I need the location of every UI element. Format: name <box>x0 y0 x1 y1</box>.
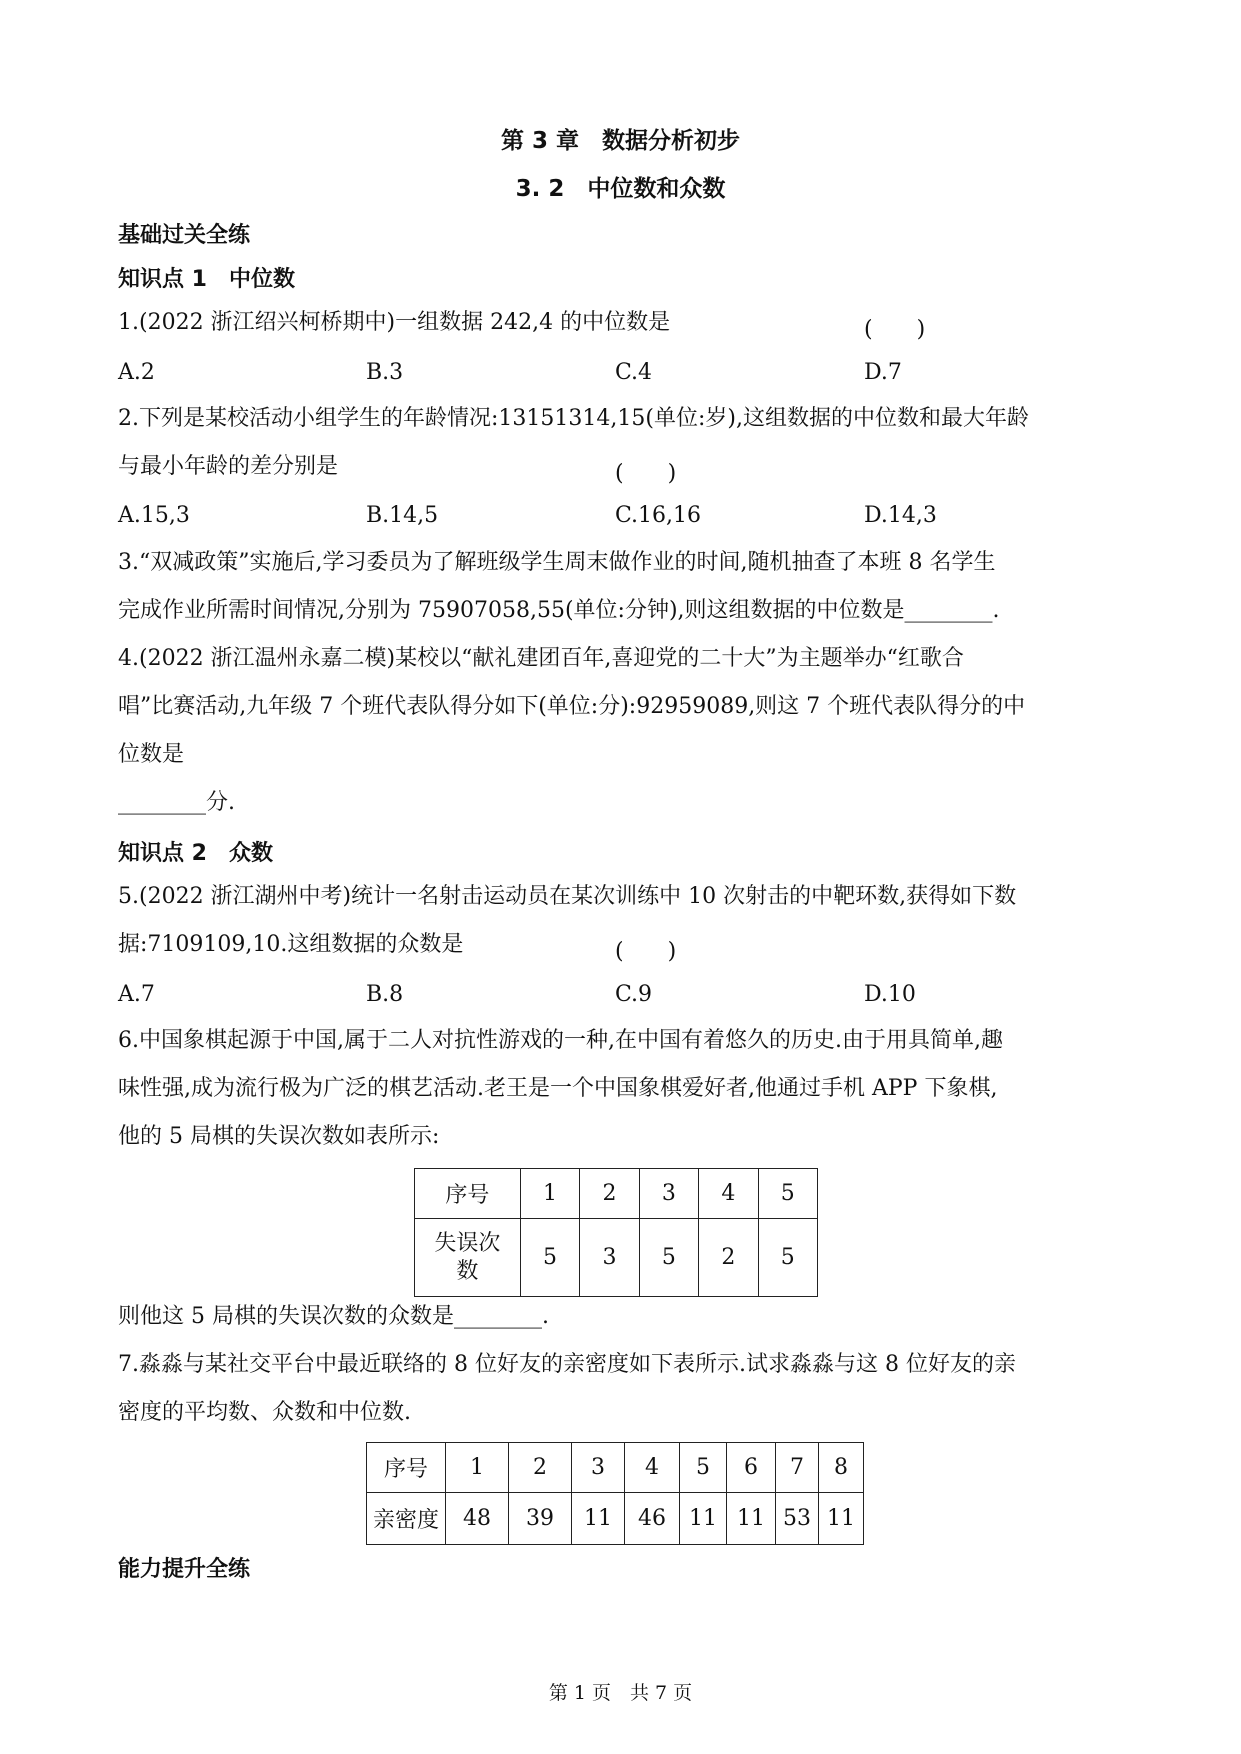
table-row <box>415 1169 818 1219</box>
table-cell: 2 <box>699 1219 758 1297</box>
table-header-cell: 序号 <box>415 1169 521 1219</box>
table-row <box>367 1493 864 1545</box>
table-cell: 5 <box>758 1169 817 1219</box>
table-cell: 3 <box>572 1443 625 1493</box>
table-cell: 5 <box>639 1219 698 1297</box>
question-2-line-2: 与最小年龄的差分别是 <box>118 454 339 479</box>
question-3-line-1: 3.“双减政策”实施后,学习委员为了解班级学生周末做作业的时间,随机抽查了本班 8 名学生 <box>118 550 996 575</box>
table-header-cell: 序号 <box>367 1443 446 1493</box>
table-cell: 11 <box>680 1493 727 1545</box>
table-row <box>415 1219 818 1297</box>
table-cell: 11 <box>727 1493 776 1545</box>
table-cell: 5 <box>758 1219 817 1297</box>
table-cell: 2 <box>509 1443 572 1493</box>
table-header-cell <box>415 1219 521 1297</box>
mistakes-table <box>414 1168 818 1297</box>
table-row <box>367 1443 864 1493</box>
table-cell: 5 <box>520 1219 579 1297</box>
table-cell: 2 <box>580 1169 639 1219</box>
table-cell: 7 <box>776 1443 819 1493</box>
question-2-option-a: A.15,3 <box>118 503 190 528</box>
question-1-option-b: B.3 <box>366 360 404 385</box>
knowledge-point-1: 知识点 1 中位数 <box>118 267 295 292</box>
question-5-line-2: 据:7109109,10.这组数据的众数是 <box>118 932 464 957</box>
question-2-answer-paren: ( ) <box>615 461 677 486</box>
question-5-option-d: D.10 <box>864 982 916 1007</box>
table-cell: 8 <box>819 1443 864 1493</box>
page-footer: 第 1 页 共 7 页 <box>548 1682 693 1704</box>
question-4-line-4: ________分. <box>118 790 235 815</box>
knowledge-point-2: 知识点 2 众数 <box>118 841 273 866</box>
question-1-option-c: C.4 <box>615 360 653 385</box>
intimacy-table <box>366 1442 864 1545</box>
question-2-option-b: B.14,5 <box>366 503 439 528</box>
question-7-line-2: 密度的平均数、众数和中位数. <box>118 1400 411 1425</box>
table-header-cell: 亲密度 <box>367 1493 446 1545</box>
table-header-line-1: 失误次 <box>434 1230 501 1256</box>
table-cell: 3 <box>639 1169 698 1219</box>
question-6-line-1: 6.中国象棋起源于中国,属于二人对抗性游戏的一种,在中国有着悠久的历史.由于用具简单,趣 <box>118 1028 1003 1053</box>
part-title-advanced: 能力提升全练 <box>118 1557 251 1582</box>
question-1-option-d: D.7 <box>864 360 902 385</box>
question-6-line-2: 味性强,成为流行极为广泛的棋艺活动.老王是一个中国象棋爱好者,他通过手机 APP 下象棋, <box>118 1076 998 1101</box>
question-7-line-1: 7.淼淼与某社交平台中最近联络的 8 位好友的亲密度如下表所示.试求淼淼与这 8 位好友的亲 <box>118 1352 1016 1377</box>
table-cell: 1 <box>520 1169 579 1219</box>
question-5-answer-paren: ( ) <box>615 939 677 964</box>
table-cell: 39 <box>509 1493 572 1545</box>
question-6-line-3: 他的 5 局棋的失误次数如表所示: <box>118 1124 440 1149</box>
question-1-option-a: A.2 <box>118 360 155 385</box>
table-cell: 11 <box>572 1493 625 1545</box>
question-5-option-a: A.7 <box>118 982 155 1007</box>
question-4-line-1: 4.(2022 浙江温州永嘉二模)某校以“献礼建团百年,喜迎党的二十大”为主题举办“红歌合 <box>118 646 964 671</box>
question-5-option-b: B.8 <box>366 982 404 1007</box>
section-title: 3. 2 中位数和众数 <box>515 176 726 202</box>
table-cell: 11 <box>819 1493 864 1545</box>
table-cell: 3 <box>580 1219 639 1297</box>
table-cell: 6 <box>727 1443 776 1493</box>
table-cell: 5 <box>680 1443 727 1493</box>
question-5-line-1: 5.(2022 浙江湖州中考)统计一名射击运动员在某次训练中 10 次射击的中靶环数,获得如下数 <box>118 884 1017 909</box>
table-header-line-2: 数 <box>456 1258 479 1284</box>
chapter-title: 第 3 章 数据分析初步 <box>500 128 741 154</box>
part-title-basic: 基础过关全练 <box>118 223 251 248</box>
question-5-option-c: C.9 <box>615 982 653 1007</box>
table-cell: 4 <box>699 1169 758 1219</box>
question-2-option-d: D.14,3 <box>864 503 937 528</box>
question-6-after-table: 则他这 5 局棋的失误次数的众数是________. <box>118 1304 549 1329</box>
question-3-line-2: 完成作业所需时间情况,分别为 75907058,55(单位:分钟),则这组数据的中位数是________. <box>118 598 1000 623</box>
question-2-option-c: C.16,16 <box>615 503 702 528</box>
question-2-line-1: 2.下列是某校活动小组学生的年龄情况:13151314,15(单位:岁),这组数据的中位数和最大年龄 <box>118 406 1029 431</box>
question-1-answer-paren: ( ) <box>864 317 926 342</box>
table-cell: 1 <box>446 1443 509 1493</box>
question-4-line-3: 位数是 <box>118 742 185 767</box>
table-cell: 4 <box>625 1443 680 1493</box>
table-cell: 53 <box>776 1493 819 1545</box>
table-cell: 46 <box>625 1493 680 1545</box>
question-4-line-2: 唱”比赛活动,九年级 7 个班代表队得分如下(单位:分):92959089,则这 7 个班代表队得分的中 <box>118 694 1026 719</box>
question-1-text: 1.(2022 浙江绍兴柯桥期中)一组数据 242,4 的中位数是 <box>118 310 671 335</box>
table-cell: 48 <box>446 1493 509 1545</box>
